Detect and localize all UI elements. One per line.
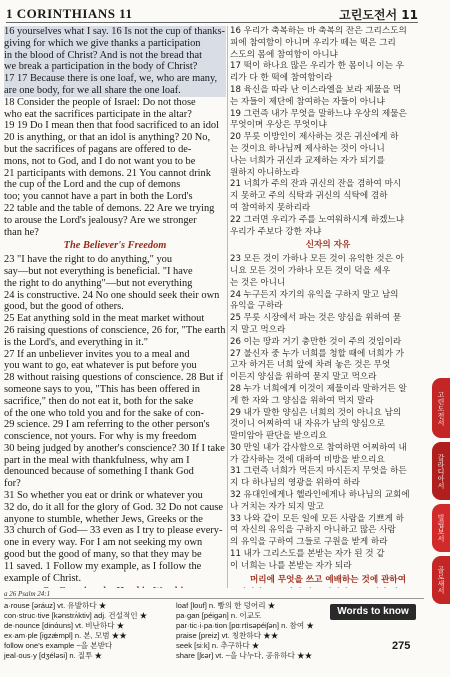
verse-line: the right to do anything"—but not everything <box>4 277 193 289</box>
side-tab-philippians[interactable]: 빌립보서 <box>432 504 450 552</box>
verse-line-ko: 것이니 어찌하여 내 자유가 남의 양심으로 <box>230 419 385 430</box>
verse-line-ko: 28 누가 너희에게 이것이 제물이라 말하거든 알 <box>230 383 407 394</box>
verse-line: 26 raising questions of conscience, 26 for, "The earth <box>4 324 226 336</box>
verse-line: the cup of the Lord and the cup of demons <box>4 179 181 191</box>
verse-line: 33 church of God— 33 even as I try to please every- <box>4 525 223 537</box>
verse-line: 27 If an unbeliever invites you to a meal and <box>4 348 190 360</box>
verse-line-ko: 리가 다 한 떡에 참여함이라 <box>230 73 333 84</box>
english-column <box>4 26 226 588</box>
verse-line-ko: 22 그러면 우리가 주를 노여워하시게 하겠느냐 <box>230 214 405 225</box>
verse-line-ko: 스도의 몸에 참여함이 아니냐 <box>230 49 338 60</box>
header-book-ko: 고린도전서 11 <box>339 8 418 22</box>
verse-line: of the one who told you and for the sake of con- <box>4 407 204 419</box>
vocab-entry: jeal·ous·y [dʒéləsi] n. 질투 ★ <box>4 651 103 660</box>
vocab-entry: pa·gan [péigən] n. 이교도 <box>176 611 262 620</box>
verse-line: giving for which we give thanks a participation <box>4 38 226 50</box>
verse-line: 20 is anything, or that an idol is anything? 20 No, <box>4 132 211 144</box>
verse-line: 29 science. 29 I am referring to the other person's <box>4 419 210 431</box>
verse-line-ko: 는 것이요 하나님께 제사하는 것이 아니니 <box>230 143 385 154</box>
verse-line: you want to go, eat whatever is put before you <box>4 360 197 372</box>
side-tab-galatians[interactable]: 갈라디아서 <box>432 442 450 500</box>
verse-line-ko: 지 말고 먹으라 <box>230 324 286 335</box>
verse-line: someone says to you, "This has been offered in <box>4 383 200 395</box>
header-book-en: 1 CORINTHIANS 11 <box>6 6 133 21</box>
vocab-column-right <box>176 601 346 661</box>
verse-line-ko: 27 불신자 중 누가 너희를 청할 때에 너희가 가 <box>230 348 404 359</box>
verse-line-ko: 피에 참여함이 아니며 우리가 떼는 떡은 그리 <box>230 37 396 48</box>
footnote: a 26 Psalm 24:1 <box>4 590 51 598</box>
verse-line: 24 is constructive. 24 No one should seek their own <box>4 289 220 301</box>
verse-line-ko: 우리가 주보다 강한 자냐 <box>230 226 322 237</box>
verse-line-ko: 18 육신을 따라 난 이스라엘을 보라 제물을 먹 <box>230 84 402 95</box>
section-heading-en-2 <box>4 586 226 588</box>
verse-line: anyone to stumble, whether Jews, Greeks or the <box>4 513 203 525</box>
verse-line-ko: 고자 하거든 너희 앞에 차려 놓은 것은 무엇 <box>230 360 391 371</box>
verse-line: one in every way. For I am not seeking my own <box>4 537 203 549</box>
vocab-entry: par·tic·i·pa·tion [pɑːrtìsəpéiʃən] n. 참여 ★ <box>176 621 314 630</box>
verse-line-ko: 는 것은 아니니 <box>230 277 286 288</box>
verse-line-ko: 23 모든 것이 가하나 모든 것이 유익한 것은 아 <box>230 254 404 265</box>
verse-line-ko: 는 자들이 제단에 참여하는 자들이 아니냐 <box>230 96 385 107</box>
page-number: 275 <box>392 640 411 652</box>
words-to-know-label: Words to know <box>330 604 416 620</box>
verse-line-ko: 26 이는 땅과 거기 충만한 것이 주의 것임이라 <box>230 336 402 347</box>
verse-line-ko: 11 내가 그리스도를 본받는 자가 된 것 같 <box>230 549 385 560</box>
korean-column <box>230 26 426 588</box>
verse-line-ko: 유익을 구하라 <box>230 301 283 312</box>
verse-line: say—but not everything is beneficial. "I have <box>4 265 193 277</box>
verse-line-ko: 무엇이며 우상은 무엇이냐 <box>230 120 327 131</box>
verse-line: than he? <box>4 226 39 238</box>
verse-line: 18 Consider the people of Israel: Do not those <box>4 96 196 108</box>
verse-line: 16 yourselves what I say. 16 Is not the cup of thanks- <box>4 26 225 37</box>
verse-line: mons, not to God, and I do not want you to be <box>4 155 196 167</box>
verse-line-ko: 24 누구든지 자기의 유익을 구하지 말고 남의 <box>230 289 399 300</box>
verse-line: are one body, for we all share the one loaf. <box>4 85 226 97</box>
vocab-column-left <box>4 601 174 661</box>
verse-line: 22 table and the table of demons. 22 Are we trying <box>4 202 215 214</box>
verse-line-ko: 나 거치는 자가 되지 말고 <box>230 501 324 512</box>
verse-line: good but the good of many, so that they may be <box>4 549 202 561</box>
verse-line-ko: 이든지 양심을 위하여 묻지 말고 먹으라 <box>230 372 377 383</box>
verse-line: to arouse the Lord's jealousy? Are we stronger <box>4 214 197 226</box>
verse-line-ko: 이 너희는 나를 본받는 자가 되라 <box>230 560 352 571</box>
vocab-entry: con·struc·tive [kənstrʌ́ktiv] adj. 건설적인 ★ <box>4 611 148 620</box>
verse-line-ko: 니요 모든 것이 가하나 모든 것이 덕을 세우 <box>230 265 391 276</box>
vocab-entry: de·nounce [dinάuns] vt. 비난하다 ★ <box>4 621 125 630</box>
verse-line: 28 without raising questions of conscience. 28 But if <box>4 372 224 384</box>
verse-line: denounced because of something I thank God <box>4 466 194 478</box>
verse-line: 21 participants with demons. 21 You cannot drink <box>4 167 211 179</box>
verse-line: 32 do, do it all for the glory of God. 32 Do not cause <box>4 501 224 513</box>
verse-line: we break a participation in the body of Christ? <box>4 61 226 73</box>
verse-line-ko: 원하지 아니하노라 <box>230 167 300 178</box>
vocab-entry: share [ʃɛər] vt. ~을 나누다, 공유하다 ★★ <box>176 651 313 660</box>
side-tab-colossians[interactable]: 골로새서 <box>432 556 450 604</box>
verse-line: 30 being judged by another's conscience? 30 If I take <box>4 442 225 454</box>
verse-line: part in the meal with thankfulness, why am I <box>4 454 190 466</box>
section-heading-ko: 신자의 자유 <box>305 240 351 251</box>
vocab-entry: praise [preiz] vt. 칭찬하다 ★★ <box>176 631 279 640</box>
vocab-entry: a·rouse [əráuz] vt. 유발하다 ★ <box>4 601 107 610</box>
verse-line-ko: 16 우리가 축복하는 바 축복의 잔은 그리스도의 <box>230 26 407 36</box>
verse-line: 19 19 Do I mean then that food sacrificed to an idol <box>4 120 219 132</box>
verse-line-ko: 30 만일 내가 감사함으로 참여하면 어찌하여 내 <box>230 442 407 453</box>
verse-line: for? <box>4 478 21 490</box>
verse-line-ko: 17 떡이 하나요 많은 우리가 한 몸이니 이는 우 <box>230 61 404 72</box>
verse-line: example of Christ. <box>4 572 82 584</box>
verse-line: sacrifice," then do not eat it, both for the sake <box>4 395 194 407</box>
verse-line: 17 17 Because there is one loaf, we, who are many, <box>4 73 226 85</box>
verse-line-ko: 32 유대인에게나 헬라인에게나 하나님의 교회에 <box>230 490 410 501</box>
verse-line-ko: 25 무릇 시장에서 파는 것은 양심을 위하여 묻 <box>230 313 402 324</box>
verse-line-ko: 여 자신의 유익을 구하지 아니하고 많은 사람 <box>230 525 396 536</box>
column-divider <box>227 26 228 588</box>
vocab-entry: follow one's example ~을 본받다 <box>4 641 113 650</box>
section-heading-en: The Believer's Freedom <box>63 240 167 252</box>
verse-line: is the Lord's, and everything in it." <box>4 336 149 348</box>
verse-line-ko: 19 그런즉 내가 무엇을 말하느냐 우상의 제물은 <box>230 108 407 119</box>
verse-line-ko: 지 다 하나님의 영광을 위하여 하라 <box>230 478 360 489</box>
verse-line-ko: 29 내가 말한 양심은 너희의 것이 아니요 남의 <box>230 407 402 418</box>
side-tab-1corinthians[interactable]: 고린도전서 <box>432 378 450 438</box>
verse-line-ko: 31 그런즉 너희가 먹든지 마시든지 무엇을 하든 <box>230 466 407 477</box>
verse-line-ko: 말미암아 판단을 받으리요 <box>230 431 327 442</box>
verse-line: too; you cannot have a part in both the Lord's <box>4 191 193 203</box>
verse-line: good, but the good of others. <box>4 301 124 313</box>
page-header <box>6 6 418 23</box>
verse-line: who eat the sacrifices participate in the altar? <box>4 108 192 120</box>
verse-line: but the sacrifices of pagans are offered to de- <box>4 143 192 155</box>
verse-line-ko: 33 나와 같이 모든 일에 모든 사람을 기쁘게 하 <box>230 513 404 524</box>
verse-line-ko: 가 감사하는 것에 대하여 비방을 받으리요 <box>230 454 385 465</box>
verse-line-ko: 지 못하고 주의 식탁과 귀신의 식탁에 겸하 <box>230 191 388 202</box>
verse-line: conscience, not yours. For why is my freedom <box>4 431 197 443</box>
verse-line-ko: 의 유익을 구하여 그들로 구원을 받게 하라 <box>230 537 388 548</box>
verse-line: 11 saved. 1 Follow my example, as I follow the <box>4 560 202 572</box>
verse-line-ko: 20 무릇 이방인이 제사하는 것은 귀신에게 하 <box>230 132 399 143</box>
vocab-entry: ex·am·ple [igzǽmpl] n. 본, 모범 ★★ <box>4 631 127 640</box>
verse-line-ko: 여 참여하지 못하리라 <box>230 202 311 213</box>
verse-line-ko: 나는 너희가 귀신과 교제하는 자가 되기를 <box>230 155 385 166</box>
verse-line: 31 So whether you eat or drink or whatever you <box>4 490 203 502</box>
verse-line-ko: 게 한 자와 그 양심을 위하여 먹지 말라 <box>230 395 374 406</box>
verse-line-ko: 21 너희가 주의 잔과 귀신의 잔을 겸하여 마시 <box>230 179 402 190</box>
verse-line: in the blood of Christ? And is not the bread that <box>4 50 226 62</box>
section-heading-ko-2: 머리에 무엇을 쓰고 예배하는 것에 관하여 <box>249 574 407 585</box>
vocab-entry: seek [siːk] n. 추구하다 ★ <box>176 641 260 650</box>
verse-line: 25 Eat anything sold in the meat market without <box>4 313 205 325</box>
vocab-entry: loaf [louf] n. 빵의 한 덩어리 ★ <box>176 601 276 610</box>
verse-line: 23 "I have the right to do anything," you <box>4 254 173 266</box>
